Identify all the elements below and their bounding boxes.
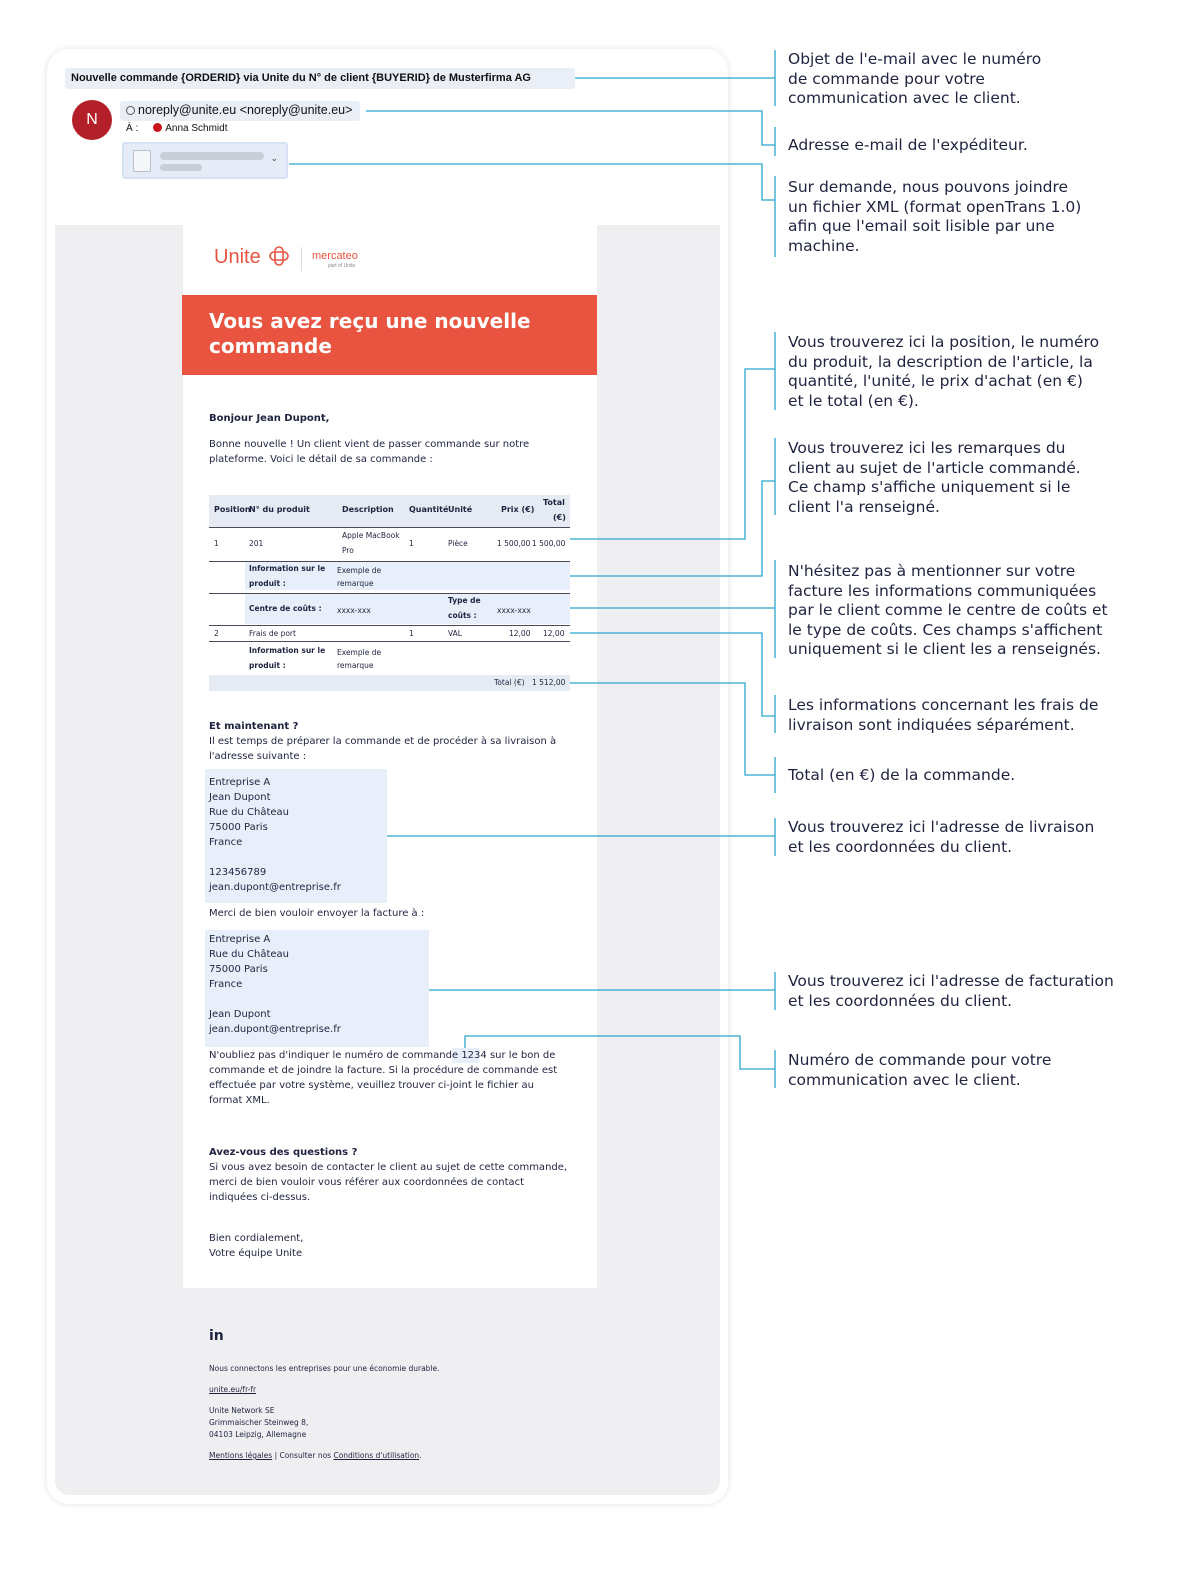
connector-positions [570,332,775,539]
cost-type-label-1: Type de [448,596,481,605]
recipient-name: Anna Schmidt [165,123,228,134]
billing-address-line: Jean Dupont [209,1009,271,1020]
row1-position: 1 [214,539,219,548]
next-text: Il est temps de préparer la commande et de procéder à sa livraison à l'adresse suivante : [209,736,557,762]
email-subject: Nouvelle commande {ORDERID} via Unite du N° de client {BUYERID} de Musterfirma AG [65,68,575,89]
row1-unit: Pièce [448,539,468,548]
linkedin-icon[interactable]: in [209,1328,224,1344]
th-price-label: Prix [501,505,519,514]
banner-title: Vous avez reçu une nouvelle commande [209,309,531,358]
total-value: 1 512,00 [532,678,566,687]
remark2-1: Exemple de [337,648,382,657]
legal-sep: | Consulter nos [274,1451,332,1460]
cost-type-label-2: coûts : [448,611,477,620]
shipping-address-line: 75000 Paris [209,822,268,833]
shipping-address-line: Rue du Château [209,807,290,818]
remark2-2: remarque [337,661,374,670]
footer-company: Unite Network SE [209,1406,275,1415]
terms-end: . [419,1451,422,1460]
intro-text: Bonne nouvelle ! Un client vient de passer commande sur notre plateforme. Voici le détail de sa commande : [209,439,530,465]
closing-2: Votre équipe Unite [209,1248,303,1259]
annotation-positions: Vous trouverez ici la position, le numéro du produit, la description de l'article, la quantité, l'unité, le prix d'achat (en €) et le total (en €). [788,333,1100,410]
next-heading: Et maintenant ? [209,721,299,732]
chevron-down-icon[interactable]: ⌄ [270,153,278,163]
row2-quantity: 1 [409,629,414,638]
row2-total: 12,00 [543,629,565,638]
annotation-remarks: Vous trouverez ici les remarques du client au sujet de l'article commandé. Ce champ s'affiche uniquement si le client l'a renseigné. [788,439,1081,516]
annotation-sender: Adresse e-mail de l'expéditeur. [788,136,1028,154]
footer-city: 04103 Leipzig, Allemagne [209,1430,307,1439]
cost-center-value: xxxx-xxx [337,606,371,615]
connector-sender [366,111,775,156]
mercateo-logo-sub: part of Unite [328,263,356,269]
row2-price: 12,00 [509,629,531,638]
annotation-billing-address: Vous trouverez ici l'adresse de facturation et les coordonnées du client. [788,972,1114,1010]
footer-link[interactable]: unite.eu/fr-fr [209,1385,257,1394]
th-price-unit: (€) [521,505,535,514]
footer-tagline: Nous connectons les entreprises pour une économie durable. [209,1364,440,1373]
shipping-address-line: Entreprise A [209,777,271,788]
shipping-address-line: Jean Dupont [209,792,271,803]
row1-description-1: Apple MacBook [342,531,400,540]
closing-1: Bien cordialement, [209,1233,304,1244]
connector-billing-address [429,972,775,1010]
remark-2: remarque [337,579,374,588]
row1-product-no: 201 [249,539,264,548]
annotation-total: Total (en €) de la commande. [788,766,1016,784]
billing-address-line: France [209,979,243,990]
billing-address-line: jean.dupont@entreprise.fr [209,1024,341,1035]
mercateo-logo: mercateo [312,250,358,262]
sender-text: noreply@unite.eu <noreply@unite.eu> [138,103,353,117]
footer-street: Grimmaischer Steinweg 8, [209,1418,309,1427]
th-position: Position [214,505,251,514]
connector-remarks [570,438,775,576]
row1-price: 1 500,00 [497,539,531,548]
order-note-rest: commande et de joindre la facture. Si la procédure de commande est effectuée par votre système, veuillez trouver ci-joint le fichier au format XML. [209,1065,558,1106]
billing-address-line: Rue du Château [209,949,290,960]
row2-product-no: Frais de port [249,629,296,638]
questions-heading: Avez-vous des questions ? [209,1147,358,1158]
annotation-shipping-cost: Les informations concernant les frais de livraison sont indiquées séparément. [788,696,1099,734]
total-label: Total (€) [494,678,525,687]
annotation-attachment: Sur demande, nous pouvons joindre un fichier XML (format openTrans 1.0) afin que l'email soit lisible par une machine. [788,178,1082,255]
shipping-address-line: France [209,837,243,848]
unite-logo-text: Unite [214,246,261,268]
annotation-shipping-address: Vous trouverez ici l'adresse de livraison et les coordonnées du client. [788,818,1095,856]
order-note-before: N'oubliez pas d'indiquer le numéro de commande [209,1050,459,1061]
connector-shipping-address [387,818,775,856]
billing-address-line: 75000 Paris [209,964,268,975]
th-product-no: N° du produit [249,505,310,514]
shipping-address-line: 123456789 [209,867,267,878]
remark-1: Exemple de [337,566,382,575]
greeting: Bonjour Jean Dupont, [209,413,330,424]
row1-description-2: Pro [342,546,354,555]
connector-total [570,683,775,793]
th-unit: Unité [448,505,473,514]
connector-order-number [465,1036,775,1088]
connector-costs [570,560,775,658]
annotation-costs: N'hésitez pas à mentionner sur votre facture les informations communiquées par le client comme le centre de coûts et le type de coûts. Ces champs s'affichent uniquement si le client les a renseignés. [788,562,1108,659]
row2-position: 2 [214,629,219,638]
order-note-after: sur le bon de [489,1050,556,1061]
connector-subject [575,50,775,106]
row2-unit: VAL [448,629,462,638]
row1-total: 1 500,00 [532,539,566,548]
cost-type-value: xxxx-xxx [497,606,531,615]
legal-link[interactable]: Mentions légales [209,1451,273,1460]
info-label-2: produit : [249,579,286,588]
annotation-subject: Objet de l'e-mail avec le numéro de commande pour votre communication avec le client. [788,50,1042,108]
shipping-address-line: jean.dupont@entreprise.fr [209,882,341,893]
annotation-order-number: Numéro de commande pour votre communication avec le client. [788,1051,1052,1089]
th-total-label: Total [543,498,565,507]
th-quantity: Quantité [409,505,449,514]
th-description: Description [342,505,394,514]
cost-center-label: Centre de coûts : [249,604,322,613]
info2-label-2: produit : [249,661,286,670]
terms-link[interactable]: Conditions d'utilisation [333,1451,420,1460]
row1-quantity: 1 [409,539,414,548]
questions-text: Si vous avez besoin de contacter le client au sujet de cette commande, merci de bien vouloir vous référer aux coordonnées de contact indiquées ci-dessus. [209,1162,568,1203]
info2-label-1: Information sur le [249,646,326,655]
billing-address-line: Entreprise A [209,934,271,945]
connector-attachment [289,164,775,257]
avatar: N [72,100,112,140]
order-number: 1234 [461,1050,487,1061]
invoice-intro: Merci de bien vouloir envoyer la facture à : [209,908,425,919]
th-total-unit: (€) [553,513,566,522]
info-label-1: Information sur le [249,564,326,573]
to-label: À : [126,123,139,134]
